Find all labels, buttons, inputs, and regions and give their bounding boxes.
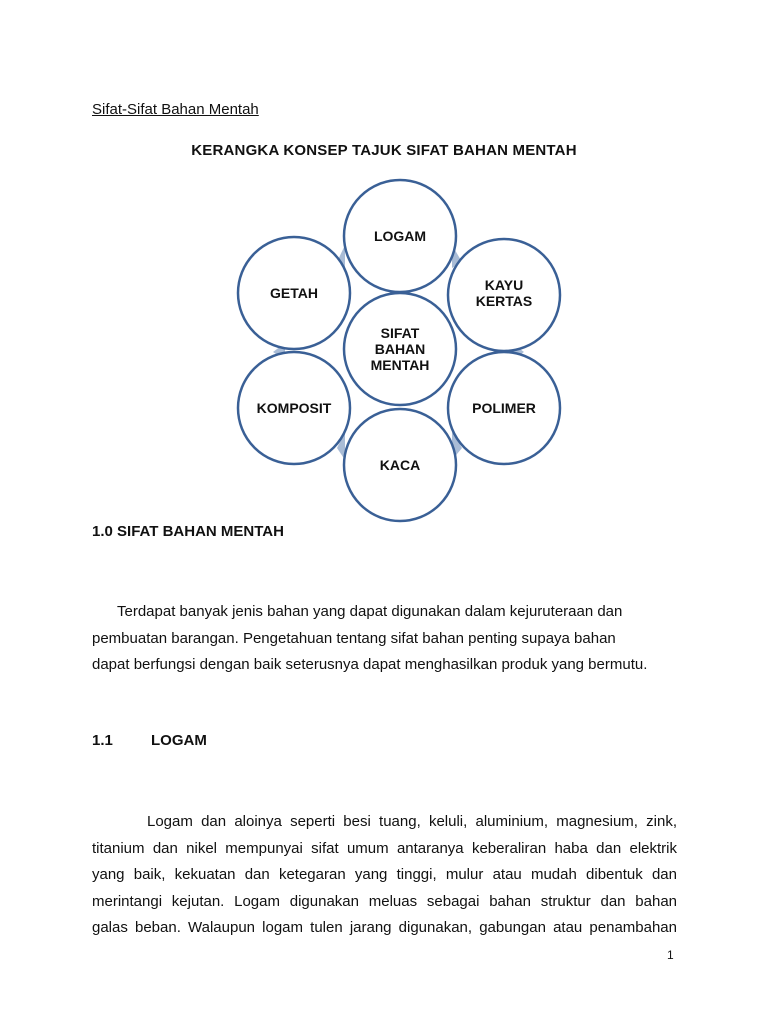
- subsection-title: LOGAM: [151, 732, 207, 749]
- paragraph-line: dapat berfungsi dengan baik seterusnya dapat menghasilkan produk yang bermutu.: [92, 656, 648, 673]
- subsection-number: 1.1: [92, 732, 113, 749]
- paragraph-line: titanium dan nikel mempunyai sifat umum antaranya keberaliran haba dan elektrik: [92, 839, 677, 857]
- center-label-line3: MENTAH: [370, 357, 430, 373]
- node-kertas-label: KERTAS: [475, 293, 533, 309]
- node-kayu-label: KAYU: [484, 277, 524, 293]
- paragraph-line: Terdapat banyak jenis bahan yang dapat digunakan dalam kejuruteraan dan: [117, 603, 623, 620]
- node-kaca-label: KACA: [379, 457, 421, 473]
- concept-map-title: KERANGKA KONSEP TAJUK SIFAT BAHAN MENTAH: [191, 142, 577, 159]
- page-number: 1: [667, 948, 674, 962]
- paragraph-line: yang baik, kekuatan dan ketegaran yang tinggi, mulur atau mudah dibentuk dan: [92, 866, 677, 883]
- paragraph-line: merintangi kejutan. Logam digunakan meluas sebagai bahan struktur dan bahan: [92, 892, 677, 910]
- paragraph-line: pembuatan barangan. Pengetahuan tentang sifat bahan penting supaya bahan: [92, 629, 616, 647]
- node-kayu-kertas: [448, 239, 560, 351]
- node-getah: [238, 237, 350, 349]
- paragraph-logam: [92, 809, 677, 942]
- document-heading: Sifat-Sifat Bahan Mentah: [92, 101, 259, 118]
- node-getah-label: GETAH: [270, 285, 318, 301]
- node-polimer: [448, 352, 560, 464]
- node-logam-label: LOGAM: [373, 228, 427, 244]
- node-center: [344, 293, 456, 405]
- node-polimer-label: POLIMER: [472, 400, 536, 416]
- node-logam: [344, 180, 456, 292]
- node-kaca: [344, 409, 456, 521]
- center-label-line2: BAHAN: [374, 341, 426, 357]
- node-komposit-label: KOMPOSIT: [256, 400, 332, 416]
- center-label-line1: SIFAT: [380, 325, 420, 341]
- paragraph-line: Logam dan aloinya seperti besi tuang, keluli, aluminium, magnesium, zink,: [147, 813, 677, 830]
- paragraph-line: galas beban. Walaupun logam tulen jarang digunakan, gabungan atau penambahan: [92, 919, 677, 936]
- paragraph-intro: [92, 599, 682, 679]
- node-komposit: [238, 352, 350, 464]
- section-title: 1.0 SIFAT BAHAN MENTAH: [92, 523, 284, 540]
